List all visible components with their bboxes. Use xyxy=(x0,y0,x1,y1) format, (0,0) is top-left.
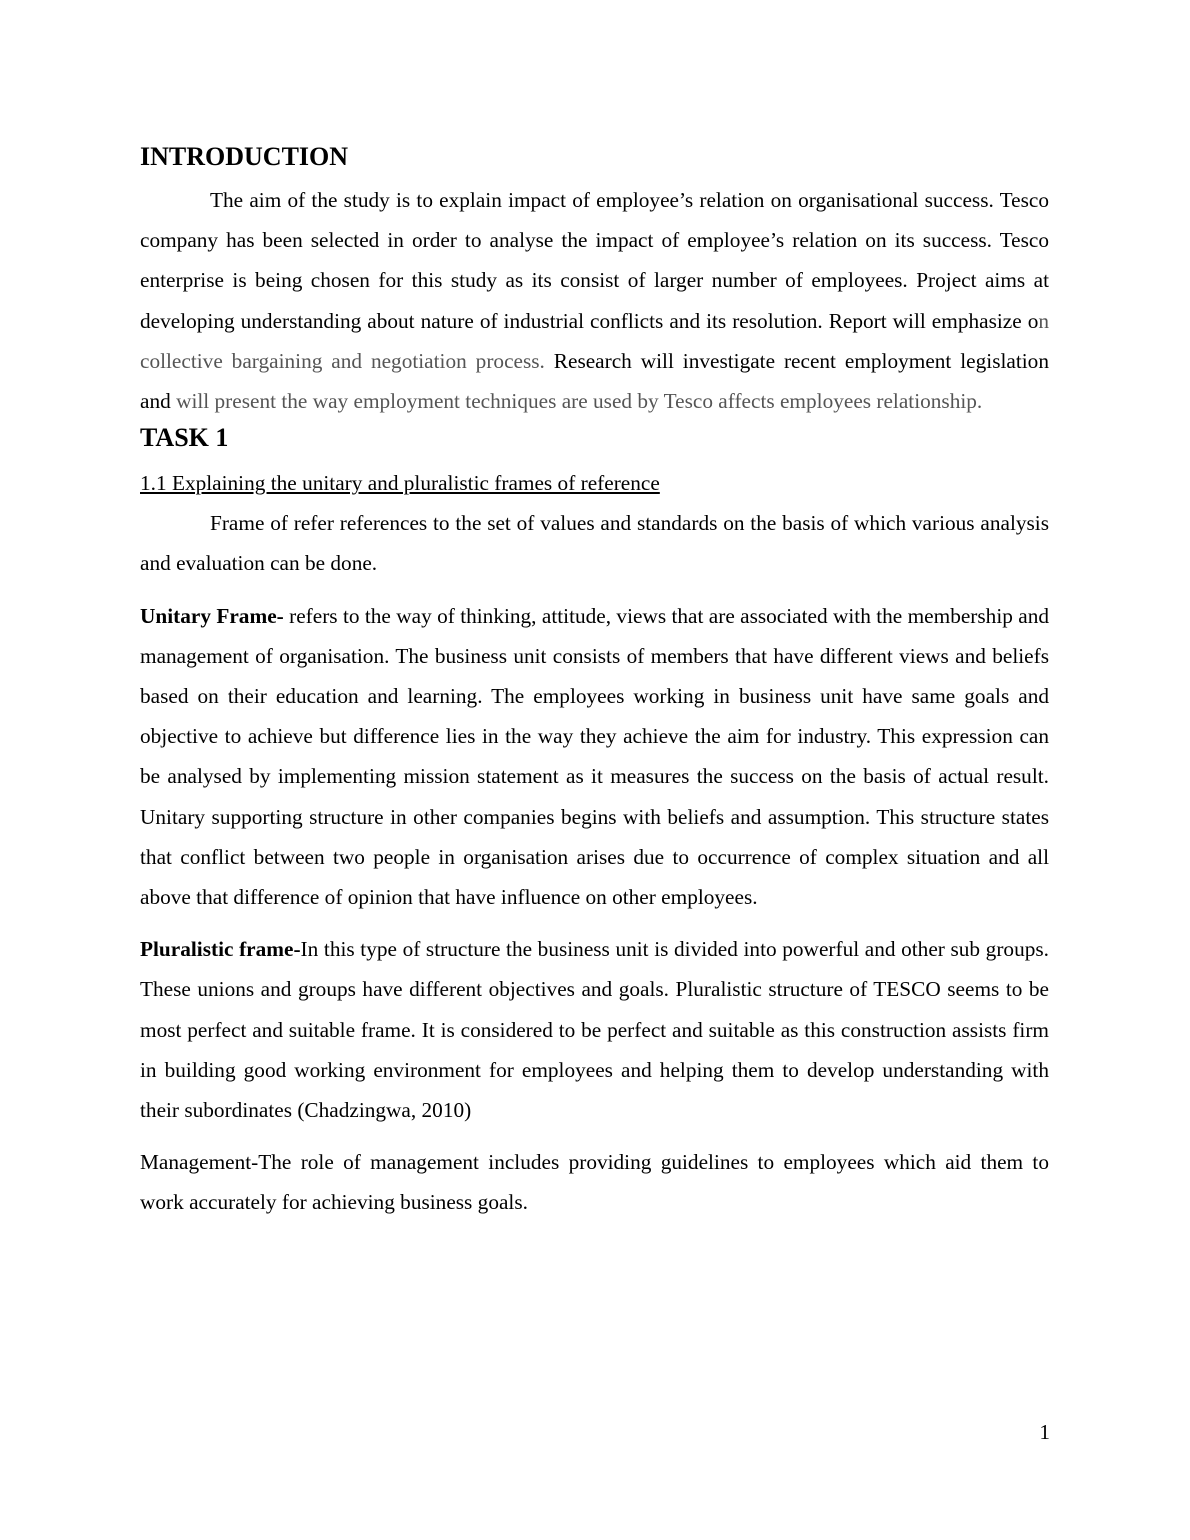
unitary-frame-text: refers to the way of thinking, attitude, views that are associated with the membership and management of organisation. The business unit consists of members that have different views and beliefs based on their education and learning. The employees working in business unit have same goals and objective to achieve but difference lies in the way they achieve the aim for industry. This expression can be analysed by implementing mission statement as it measures the success on the basis of actual result. Unitary supporting structure in other companies begins with beliefs and assumption. This structure states that conflict between two people in organisation arises due to occurrence of complex situation and all above that difference of opinion that have influence on other employees. xyxy=(140,603,1049,910)
pluralistic-frame-label: Pluralistic frame- xyxy=(140,937,301,962)
task1-heading: TASK 1 xyxy=(140,423,229,453)
unitary-frame-paragraph xyxy=(140,596,1049,918)
page-number: 1 xyxy=(1039,1420,1050,1444)
task1-subheading: 1.1 Explaining the unitary and pluralistic frames of reference xyxy=(140,471,660,496)
introduction-text-grey1: n collective bargaining and negotiation process. xyxy=(140,308,1049,373)
introduction-heading: INTRODUCTION xyxy=(140,142,349,171)
unitary-frame-label: Unitary Frame- xyxy=(140,603,284,628)
introduction-paragraph xyxy=(140,180,1049,421)
introduction-text-part2: Research will investigate recent employment legislation and xyxy=(140,348,1049,414)
introduction-text-part1: The aim of the study is to explain impact of employee’s relation on organisational success. Tesco company has been selected in order to analyse the impact of employee’s relation on its success. Tesco enterprise is being chosen for this study as its consist of larger number of employees. Project aims at developing understanding about nature of industrial conflicts and its resolution. Report will emphasize o xyxy=(140,188,1049,333)
pluralistic-frame-paragraph xyxy=(140,929,1049,1130)
management-paragraph: Management-The role of management includes providing guidelines to employees which aid them to work accurately for achieving business goals. xyxy=(140,1150,1049,1215)
pluralistic-frame-text: In this type of structure the business unit is divided into powerful and other sub groups. These unions and groups have different objectives and goals. Pluralistic structure of TESCO seems to be most perfect and suitable frame. It is considered to be perfect and suitable as this construction assists firm in building good working environment for employees and helping them to develop understanding with their subordinates (Chadzingwa, 2010) xyxy=(140,937,1049,1123)
frame-definition-paragraph: Frame of refer references to the set of values and standards on the basis of which various analysis and evaluation can be done. xyxy=(140,511,1049,576)
document-page xyxy=(140,140,1049,1223)
introduction-text-grey2: will present the way employment techniques are used by Tesco affects employees relationship. xyxy=(176,389,983,414)
